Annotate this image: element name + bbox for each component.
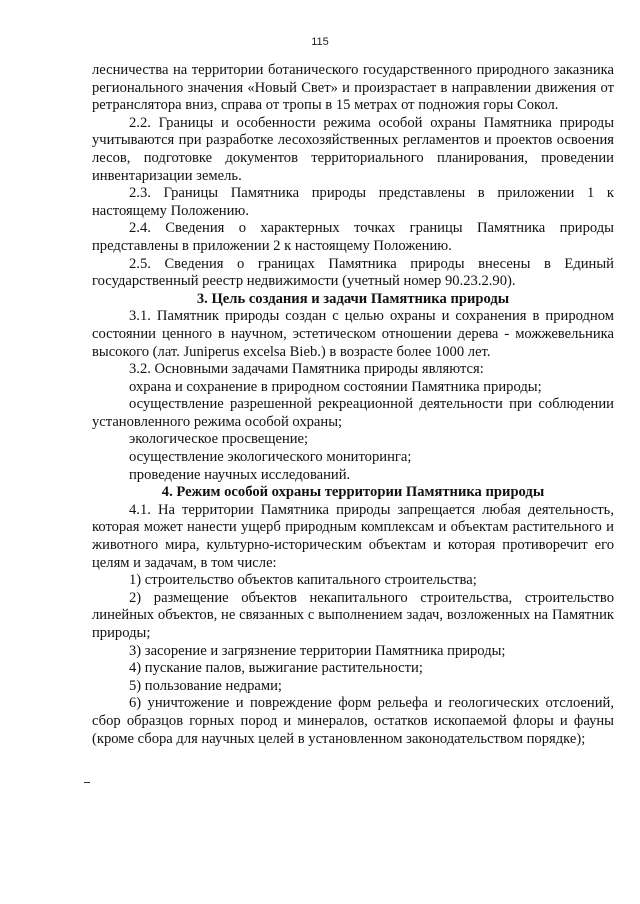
prohibition-item: 3) засорение и загрязнение территории Памятника природы; [129, 642, 506, 659]
prohibition-item: 5) пользование недрами; [129, 677, 282, 694]
page-number: 115 [311, 36, 329, 48]
task-item: проведение научных исследований. [129, 466, 351, 483]
document-body [92, 62, 614, 748]
paragraph-3-1: 3.1. Памятник природы создан с целью охраны и сохранения в природном состоянии ценного в научном, эстетическом отношении дерева - можжевельника высокого (лат. Juniperus excelsa Bieb.) в возрасте более 1000 лет. [92, 308, 614, 360]
paragraph-2-5: 2.5. Сведения о границах Памятника природы внесены в Единый государственный реестр недвижимости (учетный номер 90.23.2.90). [92, 255, 614, 290]
margin-mark [84, 782, 90, 783]
task-item: экологическое просвещение; [129, 431, 309, 448]
prohibition-item: 2) размещение объектов некапитального строительства, строительство линейных объектов, не связанных с выполнением задач, возложенных на Памятник природы; [92, 589, 614, 641]
section-4-heading: 4. Режим особой охраны территории Памятника природы [161, 484, 545, 501]
paragraph-2-2: 2.2. Границы и особенности режима особой охраны Памятника природы учитываются при разработке лесохозяйственных регламентов и проектов освоения лесов, подготовке документов территориального планирования, проведении инвентаризации земель. [92, 114, 614, 184]
prohibition-item: 4) пускание палов, выжигание растительности; [129, 660, 423, 677]
paragraph-4-1: 4.1. На территории Памятника природы запрещается любая деятельность, которая может нанести ущерб природным комплексам и объектам растительного и животного мира, культурно-историческим объектам и которая противоречит его целям и задачам, в том числе: [92, 501, 614, 571]
task-item: осуществление экологического мониторинга; [129, 449, 412, 466]
prohibition-item: 6) уничтожение и повреждение форм рельефа и геологических отслоений, сбор образцов горных пород и минералов, остатков ископаемой флоры и фауны (кроме сбора для научных целей в установленном законодательством порядке); [92, 695, 614, 747]
paragraph-2-4: 2.4. Сведения о характерных точках границы Памятника природы представлены в приложении 2 к настоящему Положению. [92, 220, 614, 254]
task-item: осуществление разрешенной рекреационной деятельности при соблюдении установленного режима особой охраны; [92, 396, 614, 430]
section-3-heading: 3. Цель создания и задачи Памятника природы [196, 290, 510, 307]
paragraph-3-2: 3.2. Основными задачами Памятника природы являются: [129, 361, 484, 378]
paragraph-location-continuation: лесничества на территории ботанического государственного природного заказника регионального значения «Новый Свет» и произрастает в направлении движения от ретранслятора вниз, справа от тропы в 15 метрах от подножия горы Сокол. [92, 62, 614, 114]
paragraph-2-3: 2.3. Границы Памятника природы представлены в приложении 1 к настоящему Положению. [92, 185, 614, 219]
prohibition-item: 1) строительство объектов капитального строительства; [129, 572, 477, 589]
task-item: охрана и сохранение в природном состоянии Памятника природы; [129, 378, 542, 395]
